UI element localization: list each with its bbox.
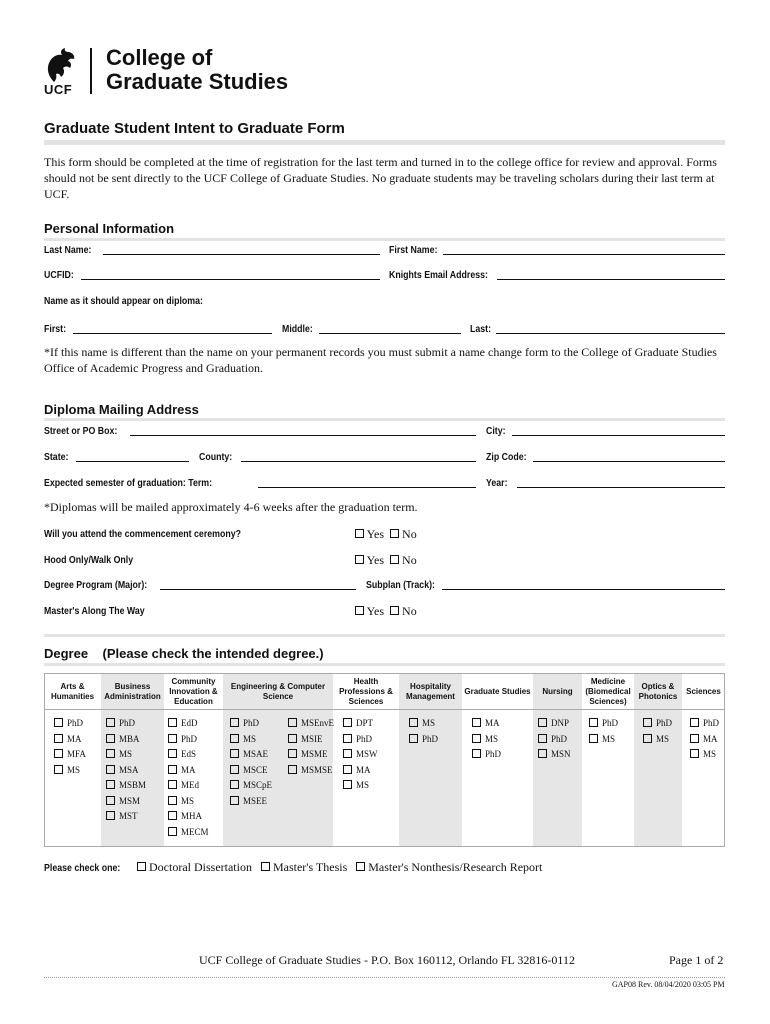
degree-option[interactable]	[343, 765, 371, 775]
diploma-first-label: First:	[44, 324, 66, 335]
program-label: Degree Program (Major):	[44, 580, 148, 591]
ucf-pegasus-logo-icon	[44, 46, 78, 86]
degree-option-checkbox[interactable]	[230, 780, 239, 789]
year-label: Year:	[486, 478, 508, 489]
degree-option-label: MSM	[119, 795, 141, 806]
degree-option[interactable]	[230, 734, 256, 744]
degree-option-label: DNP	[551, 718, 570, 728]
diploma-name-label: Name as it should appear on diploma:	[44, 296, 203, 307]
degree-option[interactable]	[538, 718, 569, 728]
degree-option-label: MA	[181, 764, 196, 775]
personal-rule	[44, 238, 725, 241]
last-name-label: Last Name:	[44, 245, 92, 256]
email-label: Knights Email Address:	[389, 270, 488, 281]
county-label: County:	[199, 452, 233, 463]
name-change-note: *If this name is different than the name on your permanent records you must submit a name change form to the College of Graduate Studies Office of Academic Progress and Graduation.	[44, 345, 717, 375]
degree-rule-top	[44, 634, 725, 637]
degree-option[interactable]	[230, 796, 267, 806]
degree-option[interactable]	[230, 749, 268, 759]
degree-option[interactable]	[589, 718, 618, 728]
degree-option-label: MST	[119, 811, 138, 821]
degree-option-checkbox[interactable]	[106, 811, 115, 820]
street-label: Street or PO Box:	[44, 426, 118, 437]
title-rule	[44, 140, 725, 145]
degree-option-checkbox[interactable]	[168, 718, 177, 727]
check-one-label: Please check one:	[44, 863, 121, 874]
hood-yes-checkbox[interactable]	[355, 555, 364, 564]
degree-option-label: MSW	[356, 749, 378, 759]
commencement-no-checkbox[interactable]	[390, 529, 399, 538]
col-head-nursing: Nursing	[542, 686, 573, 696]
degree-option-label: MS	[422, 718, 436, 728]
degree-option-label: MFA	[67, 749, 86, 759]
degree-option-checkbox[interactable]	[106, 796, 115, 805]
hood-no-label: No	[402, 553, 417, 567]
mailing-rule	[44, 418, 725, 421]
commencement-label: Will you attend the commencement ceremony?	[44, 529, 241, 540]
expected-term-label: Expected semester of graduation: Term:	[44, 478, 213, 489]
zip-field[interactable]	[533, 461, 725, 462]
degree-option[interactable]	[106, 811, 138, 821]
degree-option-checkbox[interactable]	[589, 734, 598, 743]
degree-option[interactable]	[288, 718, 334, 728]
term-field[interactable]	[258, 487, 476, 488]
degree-option-label: MSCE	[243, 764, 268, 775]
program-field[interactable]	[160, 589, 356, 590]
degree-option-label: PhD	[422, 733, 439, 744]
degree-option-label: MS	[656, 733, 670, 744]
degree-option-label: MS	[181, 795, 195, 806]
degree-option-checkbox[interactable]	[168, 811, 177, 820]
degree-option[interactable]	[54, 765, 80, 775]
degree-option[interactable]	[106, 780, 146, 790]
degree-option-checkbox[interactable]	[538, 749, 547, 758]
degree-option[interactable]	[288, 734, 323, 744]
first-name-label: First Name:	[389, 245, 438, 256]
degree-option-checkbox[interactable]	[343, 765, 352, 774]
degree-option-label: MSMSE	[301, 764, 333, 775]
degree-option[interactable]	[230, 718, 259, 728]
hood-yes-label: Yes	[366, 553, 385, 567]
zip-label: Zip Code:	[486, 452, 527, 463]
degree-option-label: PhD	[485, 749, 502, 759]
masters-way-no-label: No	[402, 604, 417, 618]
degree-option-checkbox[interactable]	[230, 718, 239, 727]
degree-option-label: PhD	[551, 733, 568, 744]
col-head-engineering: Engineering & Computer Science	[230, 681, 326, 701]
degree-option-checkbox[interactable]	[288, 734, 297, 743]
degree-option-checkbox[interactable]	[168, 765, 177, 774]
degree-option[interactable]	[168, 811, 202, 821]
degree-option-checkbox[interactable]	[106, 780, 115, 789]
degree-option-label: MA	[703, 733, 718, 744]
degree-option[interactable]	[343, 734, 372, 744]
degree-option-checkbox[interactable]	[230, 734, 239, 743]
degree-option-checkbox[interactable]	[168, 796, 177, 805]
dissertation-label: Doctoral Dissertation	[149, 860, 252, 874]
degree-option-checkbox[interactable]	[54, 734, 63, 743]
degree-option[interactable]	[643, 734, 669, 744]
degree-option[interactable]	[409, 734, 438, 744]
degree-option[interactable]	[54, 718, 83, 728]
degree-option-label: MS	[703, 749, 717, 759]
degree-option[interactable]	[690, 749, 716, 759]
ucfid-label: UCFID:	[44, 270, 74, 281]
degree-option-label: PhD	[67, 718, 84, 728]
first-name-field[interactable]	[443, 254, 725, 255]
thesis-checkbox[interactable]	[261, 862, 270, 871]
degree-option-label: MA	[67, 733, 82, 744]
degree-option[interactable]	[343, 780, 369, 790]
logo-ucf-text: UCF	[44, 82, 73, 97]
degree-option-checkbox[interactable]	[230, 765, 239, 774]
degree-option[interactable]	[106, 749, 132, 759]
degree-option-checkbox[interactable]	[106, 765, 115, 774]
degree-option[interactable]	[168, 796, 194, 806]
college-name	[106, 46, 288, 94]
diploma-mail-note: *Diplomas will be mailed approximately 4-6 weeks after the graduation term.	[44, 500, 418, 514]
mailing-heading: Diploma Mailing Address	[44, 402, 199, 417]
degree-option-label: PhD	[703, 718, 720, 728]
personal-info-heading: Personal Information	[44, 221, 175, 236]
degree-option[interactable]	[538, 749, 571, 759]
nonthesis-checkbox[interactable]	[356, 862, 365, 871]
degree-option[interactable]	[54, 734, 82, 744]
degree-option-label: MS	[602, 733, 616, 744]
degree-option-checkbox[interactable]	[343, 780, 352, 789]
degree-option[interactable]	[230, 765, 268, 775]
col-head-graduate: Graduate Studies	[464, 686, 531, 696]
degree-option-checkbox[interactable]	[54, 749, 63, 758]
degree-option-label: PhD	[356, 733, 373, 744]
degree-option-label: MS	[67, 764, 81, 775]
degree-option-label: PhD	[181, 733, 198, 744]
degree-option-checkbox[interactable]	[106, 718, 115, 727]
thesis-label: Master's Thesis	[272, 860, 348, 874]
diploma-first-field[interactable]	[73, 333, 272, 334]
hood-options	[355, 553, 417, 568]
logo-divider	[90, 48, 92, 94]
nonthesis-label: Master's Nonthesis/Research Report	[368, 860, 543, 874]
degree-option-checkbox[interactable]	[54, 765, 63, 774]
degree-option-label: PhD	[119, 718, 136, 728]
degree-heading: Degree (Please check the intended degree.)	[44, 646, 324, 661]
commencement-options	[355, 527, 417, 542]
degree-option[interactable]	[106, 734, 140, 744]
degree-option[interactable]	[168, 780, 199, 790]
degree-option-label: MSEE	[243, 795, 268, 806]
ucfid-field[interactable]	[81, 279, 380, 280]
degree-option-label: EdS	[181, 749, 197, 759]
degree-option[interactable]	[288, 749, 328, 759]
col-head-hospitality: Hospitality Management	[406, 681, 455, 701]
degree-option-label: MS	[243, 733, 257, 744]
col-head-medicine: Medicine (Biomedical Sciences)	[585, 676, 631, 706]
degree-option-checkbox[interactable]	[168, 749, 177, 758]
masters-way-label: Master's Along The Way	[44, 606, 145, 617]
masters-way-options	[355, 604, 417, 619]
street-field[interactable]	[130, 435, 476, 436]
degree-option-label: PhD	[656, 718, 673, 728]
commencement-yes-label: Yes	[366, 527, 385, 541]
degree-option[interactable]	[690, 734, 718, 744]
degree-option[interactable]	[472, 734, 498, 744]
degree-option-checkbox[interactable]	[409, 734, 418, 743]
degree-option-label: MS	[119, 749, 133, 759]
revision-info: GAP08 Rev. 08/04/2020 03:05 PM	[612, 980, 725, 989]
diploma-last-label: Last:	[470, 324, 492, 335]
degree-option[interactable]	[230, 780, 272, 790]
degree-option[interactable]	[538, 734, 567, 744]
degree-option-label: MSCpE	[243, 780, 273, 790]
subplan-label: Subplan (Track):	[366, 580, 435, 591]
degree-option-label: MSA	[119, 764, 139, 775]
degree-option-checkbox[interactable]	[54, 718, 63, 727]
degree-option-label: MHA	[181, 811, 203, 821]
degree-option[interactable]	[409, 718, 435, 728]
degree-rule	[44, 663, 725, 666]
degree-option-checkbox[interactable]	[472, 749, 481, 758]
footer-address: UCF College of Graduate Studies - P.O. Box 160112, Orlando FL 32816-0112	[199, 953, 575, 967]
email-field[interactable]	[497, 279, 725, 280]
degree-option-checkbox[interactable]	[690, 718, 699, 727]
degree-option[interactable]	[288, 765, 333, 775]
county-field[interactable]	[241, 461, 476, 462]
college-name-line1: College of	[106, 45, 213, 70]
footer-rule	[44, 977, 725, 978]
degree-option-checkbox[interactable]	[288, 765, 297, 774]
degree-option-checkbox[interactable]	[589, 718, 598, 727]
col-head-sciences: Sciences	[686, 686, 721, 696]
masters-way-yes-label: Yes	[366, 604, 385, 618]
diploma-last-field[interactable]	[496, 333, 725, 334]
degree-option-checkbox[interactable]	[288, 718, 297, 727]
masters-way-no-checkbox[interactable]	[390, 606, 399, 615]
degree-option-label: MSN	[551, 749, 571, 759]
degree-option[interactable]	[472, 718, 500, 728]
degree-option-checkbox[interactable]	[343, 734, 352, 743]
city-label: City:	[486, 426, 506, 437]
degree-option-checkbox[interactable]	[168, 780, 177, 789]
degree-option-checkbox[interactable]	[343, 718, 352, 727]
degree-option-label: MECM	[181, 826, 209, 837]
masters-way-yes-checkbox[interactable]	[355, 606, 364, 615]
degree-option-label: MEd	[181, 780, 199, 790]
col-head-arts: Arts & Humanities	[50, 681, 95, 701]
degree-option-checkbox[interactable]	[343, 749, 352, 758]
degree-option[interactable]	[106, 765, 139, 775]
intro-paragraph: This form should be completed at the time of registration for the last term and turned in to the college office for review and approval. Forms should not be sent directly to the UCF College of Graduate Studies. No graduate students may be traveling scholars during their last term at UCF.	[44, 155, 717, 201]
degree-option-checkbox[interactable]	[538, 718, 547, 727]
degree-option-checkbox[interactable]	[472, 734, 481, 743]
state-field[interactable]	[76, 461, 189, 462]
college-name-line2: Graduate Studies	[106, 69, 289, 94]
degree-option[interactable]	[343, 718, 373, 728]
degree-option-checkbox[interactable]	[643, 718, 652, 727]
degree-option[interactable]	[54, 749, 86, 759]
degree-option[interactable]	[168, 749, 196, 759]
commencement-yes-checkbox[interactable]	[355, 529, 364, 538]
degree-option-checkbox[interactable]	[690, 749, 699, 758]
degree-option-label: PhD	[243, 718, 260, 728]
year-field[interactable]	[517, 487, 725, 488]
hood-label: Hood Only/Walk Only	[44, 555, 134, 566]
degree-option-label: MSEnvE	[301, 718, 335, 728]
city-field[interactable]	[512, 435, 725, 436]
degree-option[interactable]	[106, 718, 135, 728]
degree-option[interactable]	[589, 734, 615, 744]
degree-option-label: MS	[356, 780, 370, 790]
degree-option-checkbox[interactable]	[409, 718, 418, 727]
degree-option-label: DPT	[356, 718, 374, 728]
degree-option[interactable]	[472, 749, 501, 759]
degree-option-checkbox[interactable]	[106, 734, 115, 743]
hood-no-checkbox[interactable]	[390, 555, 399, 564]
col-head-community: Community Innovation & Education	[169, 676, 218, 706]
degree-option-label: MSAE	[243, 749, 269, 759]
degree-option-label: MS	[485, 733, 499, 744]
page-number: Page 1 of 2	[669, 953, 724, 967]
degree-option[interactable]	[168, 718, 198, 728]
degree-option-label: PhD	[602, 718, 619, 728]
degree-option-checkbox[interactable]	[538, 734, 547, 743]
degree-option-label: MSIE	[301, 733, 323, 744]
col-head-optics: Optics & Photonics	[638, 681, 678, 701]
subplan-field[interactable]	[442, 589, 725, 590]
last-name-field[interactable]	[103, 254, 380, 255]
degree-option[interactable]	[106, 796, 140, 806]
degree-option-label: MBA	[119, 733, 140, 744]
dissertation-checkbox[interactable]	[137, 862, 146, 871]
form-title: Graduate Student Intent to Graduate Form	[44, 120, 345, 137]
col-head-health: Health Professions & Sciences	[339, 676, 393, 706]
degree-option[interactable]	[168, 765, 196, 775]
degree-option-label: MA	[485, 718, 500, 728]
degree-option-checkbox[interactable]	[690, 734, 699, 743]
degree-option-label: MSME	[301, 749, 328, 759]
diploma-middle-field[interactable]	[319, 333, 461, 334]
degree-option-label: MA	[356, 764, 371, 775]
degree-option-checkbox[interactable]	[472, 718, 481, 727]
state-label: State:	[44, 452, 69, 463]
degree-option-label: EdD	[181, 718, 198, 728]
degree-option-checkbox[interactable]	[106, 749, 115, 758]
degree-option-checkbox[interactable]	[168, 734, 177, 743]
commencement-no-label: No	[402, 527, 417, 541]
degree-option[interactable]	[168, 827, 209, 837]
degree-option-checkbox[interactable]	[288, 749, 297, 758]
degree-option[interactable]	[690, 718, 719, 728]
degree-option-checkbox[interactable]	[230, 749, 239, 758]
diploma-middle-label: Middle:	[282, 324, 313, 335]
thesis-options	[137, 860, 542, 875]
degree-option[interactable]	[343, 749, 378, 759]
col-head-business: Business Administration	[104, 681, 161, 701]
degree-option[interactable]	[643, 718, 672, 728]
degree-option-checkbox[interactable]	[230, 796, 239, 805]
degree-option[interactable]	[168, 734, 197, 744]
degree-option-label: MSBM	[119, 780, 147, 790]
degree-option-checkbox[interactable]	[643, 734, 652, 743]
degree-option-checkbox[interactable]	[168, 827, 177, 836]
